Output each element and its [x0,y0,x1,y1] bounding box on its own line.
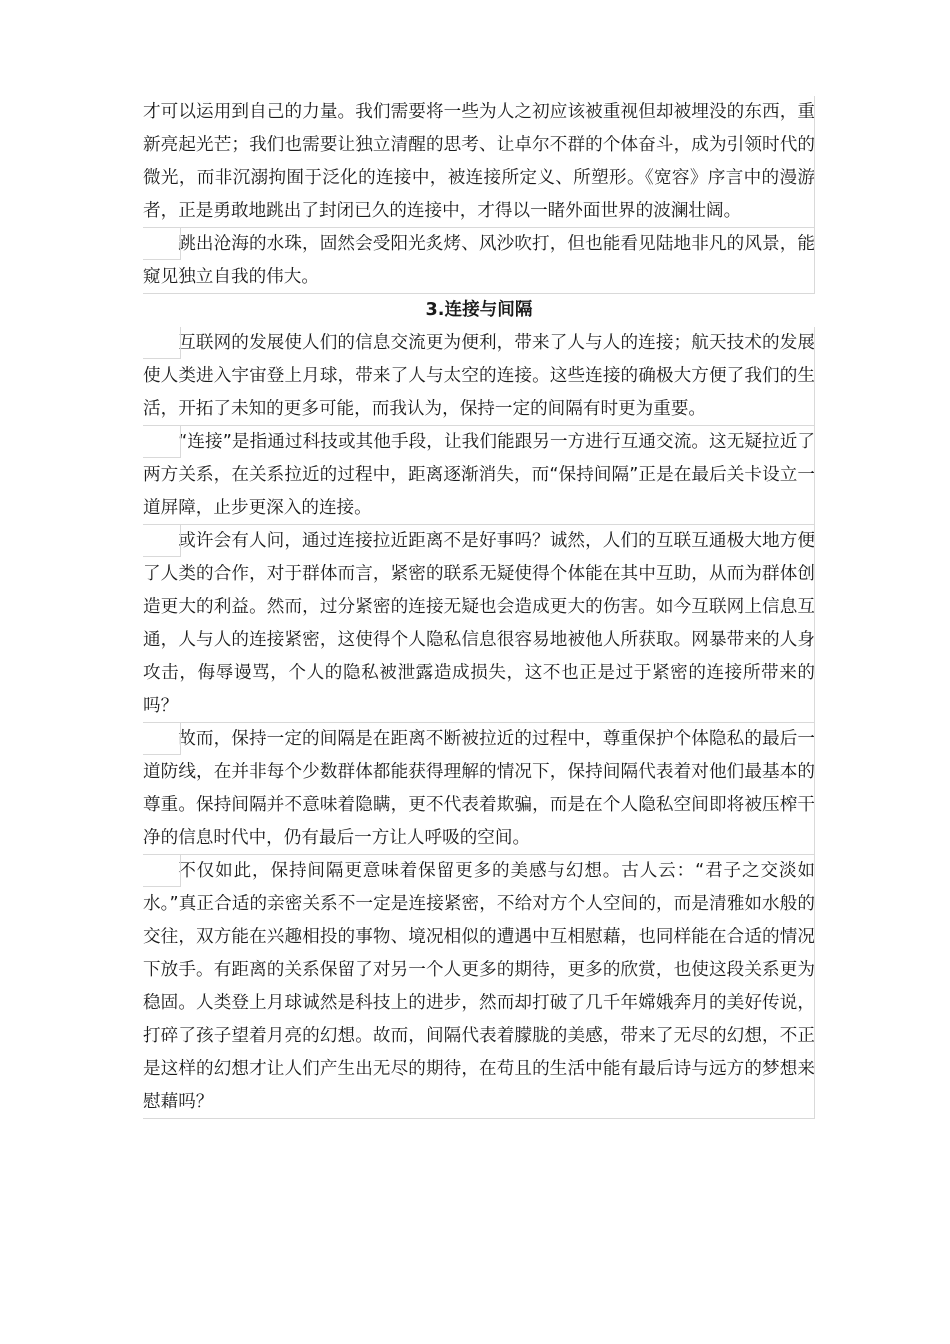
paragraph-intro [143,327,815,426]
paragraph-beauty [143,855,815,1119]
paragraph-text: 跳出沧海的水珠，固然会受阳光炙烤、风沙吹打，但也能看见陆地非凡的风景，能窥见独立自我的伟大。 [143,234,815,287]
paragraph-continuation: 才可以运用到自己的力量。我们需要将一些为人之初应该被重视但却被埋没的东西，重新亮起光芒；我们也需要让独立清醒的思考、让卓尔不群的个体奋斗，成为引领时代的微光，而非沉溺拘囿于泛化的连接中，被连接所定义、所塑形。《宽容》序言中的漫游者，正是勇敢地跳出了封闭已久的连接中，才得以一睹外面世界的波澜壮阔。 [143,96,815,228]
paragraph-text: “连接”是指通过科技或其他手段，让我们能跟另一方进行互通交流。这无疑拉近了两方关系，在关系拉近的过程中，距离逐渐消失，而“保持间隔”正是在最后关卡设立一道屏障，止步更深入的连接。 [143,432,815,518]
indent-box [143,525,181,557]
paragraph-privacy [143,723,815,855]
paragraph-text: 故而，保持一定的间隔是在距离不断被拉近的过程中，尊重保护个体隐私的最后一道防线，在并非每个少数群体都能获得理解的情况下，保持间隔代表着对他们最基本的尊重。保持间隔并不意味着隐瞒，更不代表着欺骗，而是在个人隐私空间即将被压榨干净的信息时代中，仍有最后一方让人呼吸的空间。 [143,729,815,848]
indent-box [143,855,181,887]
paragraph-text: 不仅如此，保持间隔更意味着保留更多的美感与幻想。古人云：“君子之交淡如水。”真正合适的亲密关系不一定是连接紧密，不给对方个人空间的，而是清雅如水般的交往，双方能在兴趣相投的事物、境况相似的遭遇中互相慰藉，也同样能在合适的情况下放手。有距离的关系保留了对另一个人更多的期待，更多的欣赏，也使这段关系更为稳固。人类登上月球诚然是科技上的进步，然而却打破了几千年嫦娥奔月的美好传说，打碎了孩子望着月亮的幻想。故而，间隔代表着朦胧的美感，带来了无尽的幻想，不正是这样的幻想才让人们产生出无尽的期待，在苟且的生活中能有最后诗与远方的梦想来慰藉吗？ [143,861,815,1112]
indent-box [143,426,181,458]
paragraph-text: 互联网的发展使人们的信息交流更为便利，带来了人与人的连接；航天技术的发展使人类进入宇宙登上月球，带来了人与太空的连接。这些连接的确极大方便了我们的生活，开拓了未知的更多可能，而我认为，保持一定的间隔有时更为重要。 [143,333,815,419]
document-page [143,96,815,1119]
paragraph-definition [143,426,815,525]
indent-box [143,228,181,260]
indent-box [143,327,181,359]
indent-box [143,723,181,755]
paragraph-counterargument [143,525,815,723]
paragraph-water-drop [143,228,815,294]
paragraph-text: 或许会有人问，通过连接拉近距离不是好事吗？诚然，人们的互联互通极大地方便了人类的合作，对于群体而言，紧密的联系无疑使得个体能在其中互助，从而为群体创造更大的利益。然而，过分紧密的连接无疑也会造成更大的伤害。如今互联网上信息互通，人与人的连接紧密，这使得个人隐私信息很容易地被他人所获取。网暴带来的人身攻击，侮辱谩骂，个人的隐私被泄露造成损失，这不也正是过于紧密的连接所带来的吗？ [143,531,815,716]
section-heading: 3.连接与间隔 [425,300,533,320]
